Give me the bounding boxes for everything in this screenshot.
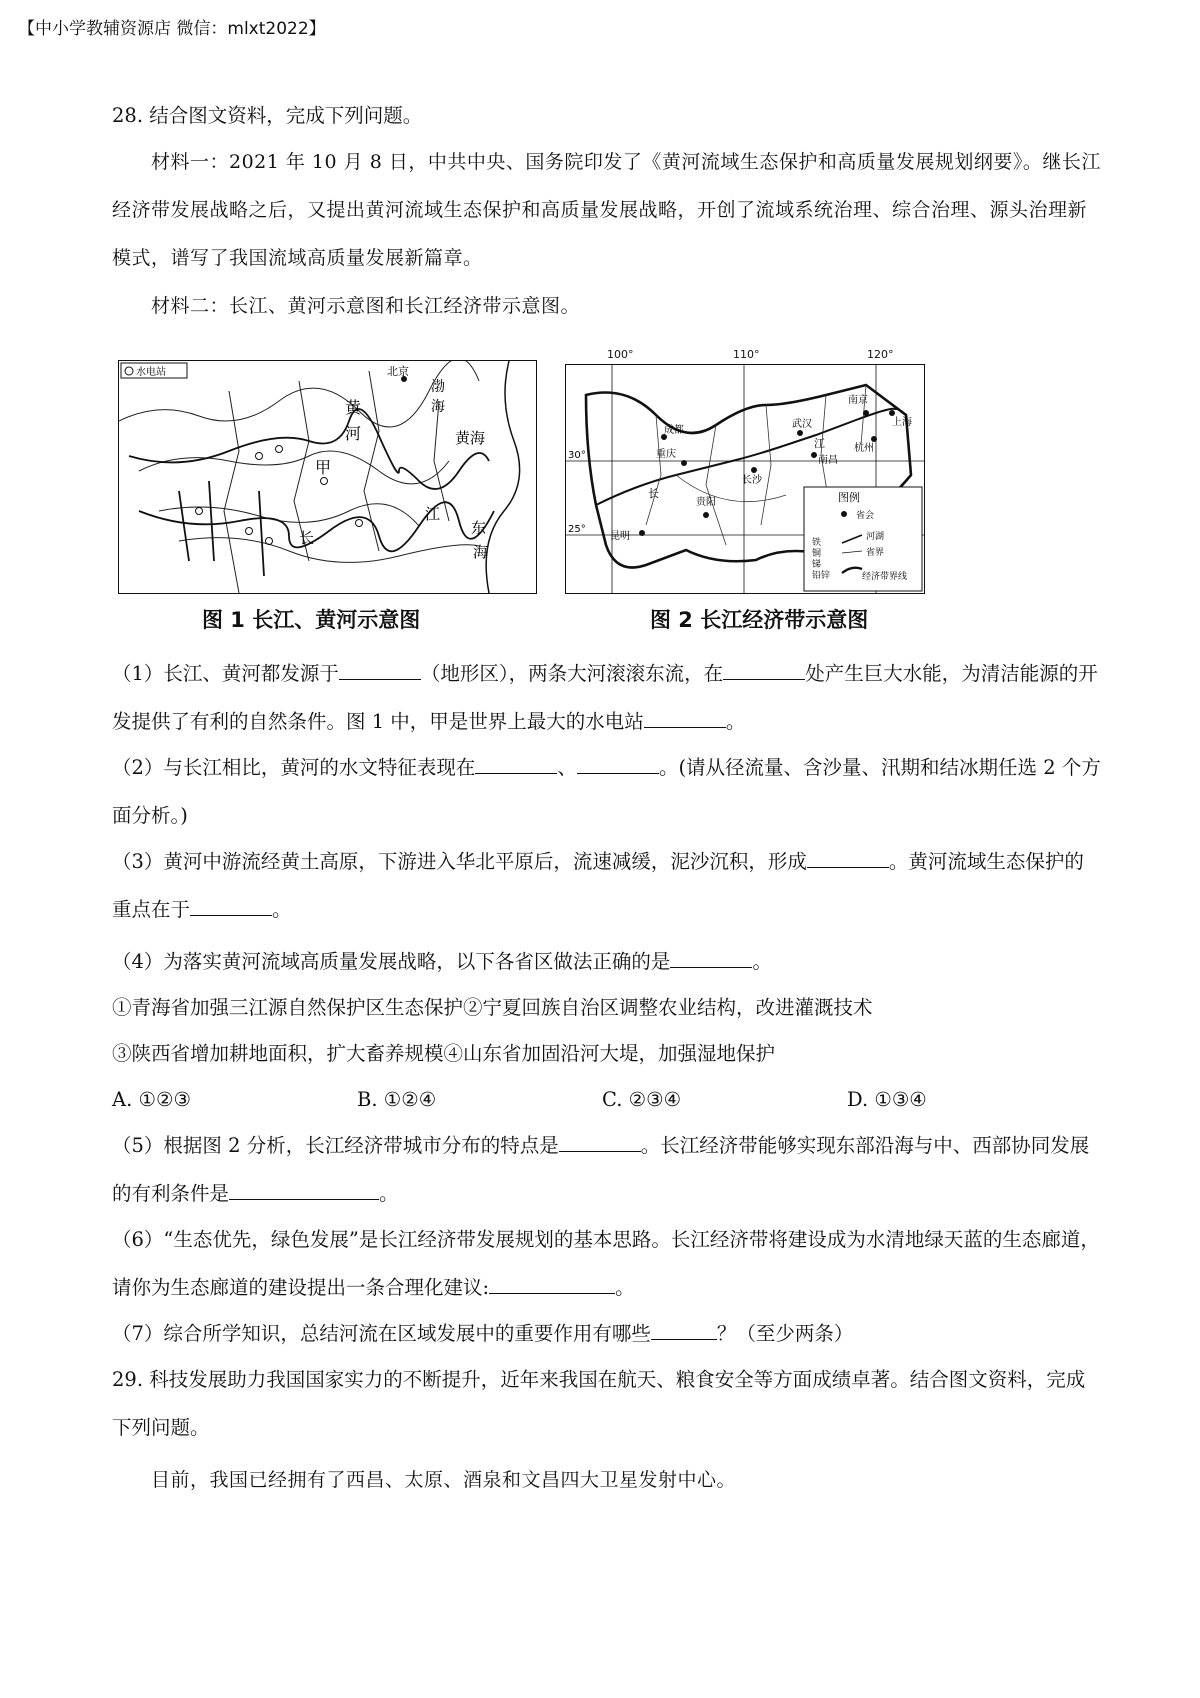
answer-blank[interactable] (489, 1275, 615, 1294)
q29-title: 29. 科技发展助力我国国家实力的不断提升，近年来我国在航天、粮食安全等方面成绩卓著。结合图文资料，完成下列问题。 (112, 1368, 1086, 1439)
chongqing-dot (681, 460, 687, 466)
province-borders (119, 361, 479, 593)
answer-blank[interactable] (475, 755, 557, 774)
figure-2-caption: 图 2 长江经济带示意图 (650, 608, 869, 632)
changsha-dot (751, 467, 757, 473)
legend (804, 487, 922, 591)
q28-part1-text-d: 。 (725, 710, 746, 733)
fig1-huanghe-1: 黄 (345, 398, 362, 417)
q29-intro: 目前，我国已经拥有了西昌、太原、酒泉和文昌四大卫星发射中心。 (151, 1469, 737, 1491)
legend-lake: 河湖 (866, 532, 885, 542)
yangtze-line (139, 502, 494, 551)
city-wuhan: 武汉 (792, 419, 812, 430)
legend-copper: 铜 (812, 549, 822, 559)
legend-belt: 经济带界线 (862, 572, 908, 582)
q28-part7 (112, 1310, 1102, 1358)
answer-blank[interactable] (651, 1321, 717, 1340)
q28-part4 (112, 938, 1102, 986)
figure-2-map (565, 364, 925, 594)
rivers (129, 409, 494, 576)
city-chengdu: 成都 (664, 425, 684, 436)
fig1-bohai-2: 海 (431, 399, 445, 415)
option-a[interactable]: A. ①②③ (112, 1088, 191, 1111)
q28-part4-text-a: （4）为落实黄河流域高质量发展战略，以下各省区做法正确的是 (112, 950, 671, 973)
option-c[interactable]: C. ②③④ (602, 1088, 682, 1111)
legend-leadzinc: 铅锌 (812, 571, 831, 581)
answer-blank[interactable] (723, 661, 805, 680)
legend-province: 省界 (866, 548, 885, 558)
figure-1-svg (119, 361, 536, 593)
lon-110: 110° (733, 348, 760, 361)
legend-antimony: 锑 (812, 560, 822, 570)
q28-part4-text-b: 。 (752, 950, 772, 973)
answer-blank[interactable] (339, 661, 421, 680)
q28-part2-text-a: （2）与长江相比，黄河的水文特征表现在 (112, 756, 476, 779)
q28-part5-text-b: 。长江经济带能够实现东部沿海与中、西部协同发展的有利条件是 (112, 1134, 1090, 1205)
fig1-beijing: 北京 (387, 365, 409, 378)
fig1-huanghe-2: 河 (345, 424, 362, 443)
city-nanchang: 南昌 (818, 455, 838, 466)
city-hangzhou: 杭州 (854, 443, 874, 454)
q28-part5-text-a: （5）根据图 2 分析，长江经济带城市分布的特点是 (112, 1134, 559, 1157)
fig1-donghai-1: 东 (471, 519, 487, 537)
q28-part3-text-c: 。 (272, 898, 292, 921)
q28-part1 (112, 650, 1102, 746)
answer-blank[interactable] (807, 849, 889, 868)
q28-part1-text-a: （1）长江、黄河都发源于 (112, 662, 339, 685)
shanghai-dot (889, 410, 895, 416)
q28-part3 (112, 838, 1102, 934)
fig1-jia: 甲 (315, 458, 332, 477)
q28-part4-line1: ①青海省加强三江源自然保护区生态保护②宁夏回族自治区调整农业结构，改进灌溉技术 (112, 996, 873, 1019)
answer-blank[interactable] (644, 709, 726, 728)
option-b[interactable]: B. ①②④ (357, 1088, 437, 1111)
lon-120: 120° (867, 348, 894, 361)
fig2-river-jiang: 江 (814, 437, 825, 450)
hangzhou-dot (871, 436, 877, 442)
lon-100: 100° (607, 348, 634, 361)
fig1-bohai-1: 渤 (431, 379, 445, 395)
fig1-jiang: 江 (425, 505, 441, 523)
q28-part6-text-a: （6）“生态优先，绿色发展”是长江经济带发展规划的基本思路。长江经济带将建设成为水清地绿天蓝的生态廊道，请你为生态廊道的建设提出一条合理化建议: (112, 1228, 1100, 1299)
answer-blank[interactable] (670, 949, 752, 968)
q28-part1-text-b: （地形区），两条大河滚滚东流，在 (420, 662, 724, 685)
q28-material2: 材料二：长江、黄河示意图和长江经济带示意图。 (151, 295, 581, 317)
answer-blank[interactable] (229, 1181, 379, 1200)
q28-part1-text-c: 处产生巨大水能，为清洁能源的开发提供了有利的自然条件。图 1 中，甲是世界上最大的水电站 (112, 662, 1098, 733)
answer-blank[interactable] (559, 1133, 641, 1152)
q28-part4-line2: ③陕西省增加耕地面积，扩大畜养规模④山东省加固沿河大堤，加强湿地保护 (112, 1042, 776, 1065)
kunming-dot (639, 530, 645, 536)
q28-part2-text-c: 。(请从径流量、含沙量、汛期和结冰期任选 2 个方面分析。) (112, 756, 1101, 827)
answer-blank[interactable] (190, 897, 272, 916)
q28-part6-text-b: 。 (615, 1276, 635, 1299)
legend-title: 图例 (838, 491, 860, 504)
guiyang-dot (703, 512, 709, 518)
q28-material1: 材料一：2021 年 10 月 8 日，中共中央、国务院印发了《黄河流域生态保护和高质量发展规划纲要》。继长江经济带发展战略之后，又提出黄河流域生态保护和高质量发展战略，开创了流域系统治理、综合治理、源头治理新模式，谱写了我国流域高质量发展新篇章。 (112, 151, 1101, 269)
wuhan-dot (797, 430, 803, 436)
city-chongqing: 重庆 (656, 449, 676, 460)
city-kunming: 昆明 (610, 531, 630, 542)
legend-label: 水电站 (136, 367, 166, 378)
q28-part7-text-a: （7）综合所学知识，总结河流在区域发展中的重要作用有哪些 (112, 1322, 651, 1345)
figure-2-svg (566, 365, 924, 593)
capital-symbol (841, 511, 847, 517)
q28-part2 (112, 744, 1102, 840)
city-guiyang: 贵阳 (696, 497, 716, 508)
city-changsha: 长沙 (742, 475, 762, 486)
option-d[interactable]: D. ①③④ (847, 1088, 927, 1111)
legend-capital: 省会 (856, 511, 875, 521)
legend-iron: 铁 (812, 538, 822, 548)
nanchang-dot (811, 452, 817, 458)
q28-part6 (112, 1216, 1102, 1312)
fig2-river-chang: 长 (648, 487, 659, 500)
city-nanjing: 南京 (848, 395, 868, 406)
figure-1-caption: 图 1 长江、黄河示意图 (202, 608, 421, 632)
q28-title: 28. 结合图文资料，完成下列问题。 (112, 104, 423, 127)
answer-blank[interactable] (577, 755, 659, 774)
fig1-chang: 长 (299, 529, 315, 547)
q28-part3-text-a: （3）黄河中游流经黄土高原，下游进入华北平原后，流速减缓，泥沙沉积，形成 (112, 850, 807, 873)
lat-25: 25° (568, 524, 586, 535)
q28-part3-text-b: 。黄河流域生态保护的重点在于 (112, 850, 1084, 921)
q28-part2-text-b: 、 (557, 756, 577, 779)
fig1-huanghai: 黄海 (455, 429, 486, 447)
q28-part5-text-c: 。 (379, 1182, 399, 1205)
lat-30: 30° (568, 450, 586, 461)
fig1-donghai-2: 海 (473, 543, 489, 561)
q28-part5 (112, 1122, 1102, 1218)
figure-1-map (118, 360, 537, 594)
q28-part7-text-b: ？（至少两条） (716, 1322, 854, 1345)
city-shanghai: 上海 (892, 417, 912, 428)
coastline (486, 361, 519, 593)
hydropower-stations (196, 446, 363, 545)
page-header: 【中小学教辅资源店 微信：mlxt2022】 (18, 19, 326, 39)
nanjing-dot (863, 410, 869, 416)
